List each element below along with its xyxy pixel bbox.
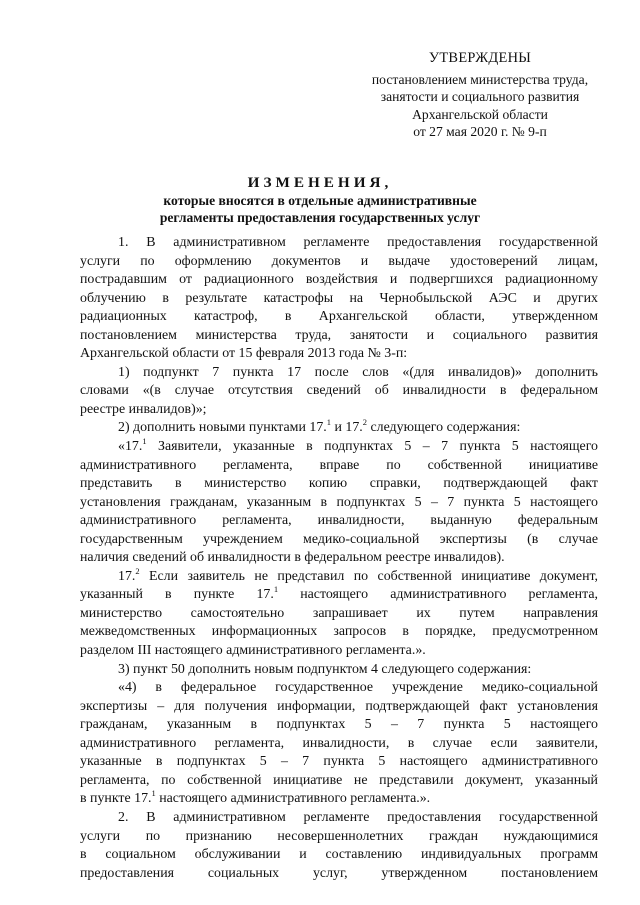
body-line: разделом III настоящего административного регламента.». [80,643,426,659]
title-main: ИЗМЕНЕНИЯ, [247,174,393,191]
body-line: административного регламента, инвалидности, в случае если заявители, [80,735,598,751]
body-line: реестре инвалидов)»; [80,401,207,417]
body-line: представить в министерство копию справки, подтверждающей факт [80,476,598,492]
body-line: министерство самостоятельно запрашивает их путем направления [80,605,598,621]
text-segment: следующего содержания: [367,420,521,436]
body-line: предоставления социальных услуг, утвержденном постановлением [80,865,598,881]
text-segment: указанный в пункте 17. [80,587,274,603]
body-line: межведомственных информационных запросов в порядке, предусмотренном [80,624,598,640]
body-line: регламента, по собственной инициативе не представили документ, указанный [80,772,598,788]
body-line: указанные в подпунктах 5 – 7 пункта 5 настоящего административного [80,754,598,770]
approval-line: постановлением министерства труда, [371,71,589,87]
title-subline: регламенты предоставления государственных услуг [159,210,481,225]
body-line: пострадавшим от радиационного воздействия и подвергшихся радиационному [80,272,598,288]
body-line: услуги по признанию несовершеннолетних граждан нуждающимися [80,828,598,844]
approval-line: Архангельской области [412,106,548,122]
body-line: услуги по оформлению документов и выдаче удостоверений лицам, [80,253,598,269]
document-body [80,234,598,883]
body-line: установления гражданам, указанным в подпунктах 5 – 7 пункта 5 настоящего [80,494,598,510]
body-line [80,565,598,587]
body-line [80,586,598,605]
superscript: 2 [135,565,140,576]
body-line: Архангельской области от 15 февраля 2013 года № 3-п: [80,346,408,362]
document-title [70,173,570,226]
approval-heading: УТВЕРЖДЕНЫ [428,50,532,66]
superscript: 1 [151,788,156,799]
text-segment: Заявители, указанные в подпунктах 5 – 7 пункта 5 настоящего [146,439,598,455]
superscript: 1 [142,436,147,447]
body-line: 1. В административном регламенте предоставления государственной [118,235,598,250]
text-segment: настоящего административного регламента, [278,587,598,603]
body-line: наличия сведений об инвалидности в федеральном реестре инвалидов). [80,550,505,566]
body-line: экспертизы – для получения информации, подтверждающей факт установления [80,698,598,714]
approval-line: от 27 мая 2020 г. № 9-п [413,124,547,140]
superscript: 2 [362,417,367,428]
approval-block [330,50,630,141]
body-line: 3) пункт 50 дополнить новым подпунктом 4 следующего содержания: [118,661,532,677]
body-line: государственным учреждением медико-социальной экспертизы (в случае [80,531,598,547]
body-line: «4) в федеральное государственное учреждение медико-социальной [118,680,598,696]
text-segment: Если заявитель не представил по собственной инициативе документ, [139,568,598,584]
body-line: в социальном обслуживании и составлению индивидуальных программ [80,847,598,863]
text-segment: 17. [118,568,136,584]
text-segment: 2) дополнить новыми пунктами 17. [118,420,327,436]
body-line: гражданам, указанным в подпунктах 5 – 7 пункта 5 настоящего [80,717,598,733]
text-segment: настоящего административного регламента.». [155,791,431,807]
body-line: постановлением министерства труда, занятости и социального развития [80,327,598,343]
body-line: 2. В административном регламенте предоставления государственной [118,809,598,825]
body-line: радиационных катастроф, в Архангельской области, утвержденном [80,309,598,325]
body-line [80,790,598,809]
superscript: 1 [273,584,279,595]
text-segment: и 17. [331,420,363,436]
body-line: административного регламента, инвалидности, выданную федеральным [80,513,598,529]
text-segment: в пункте 17. [80,791,152,807]
body-line: административного регламента, вправе по собственной инициативе [80,457,598,473]
body-line [80,419,598,438]
body-line: 1) подпункт 7 пункта 17 после слов «(для инвалидов)» дополнить [118,364,598,380]
text-segment: «17. [118,439,143,455]
body-line: словами «(в случае отсутствия сведений об инвалидности в федеральном [80,383,598,399]
body-line [80,438,598,457]
approval-line: занятости и социального развития [380,89,580,105]
body-line: облучению в результате катастрофы на Чернобыльской АЭС и других [80,290,598,306]
title-subline: которые вносятся в отдельные административные [163,193,477,208]
superscript: 1 [326,417,331,428]
